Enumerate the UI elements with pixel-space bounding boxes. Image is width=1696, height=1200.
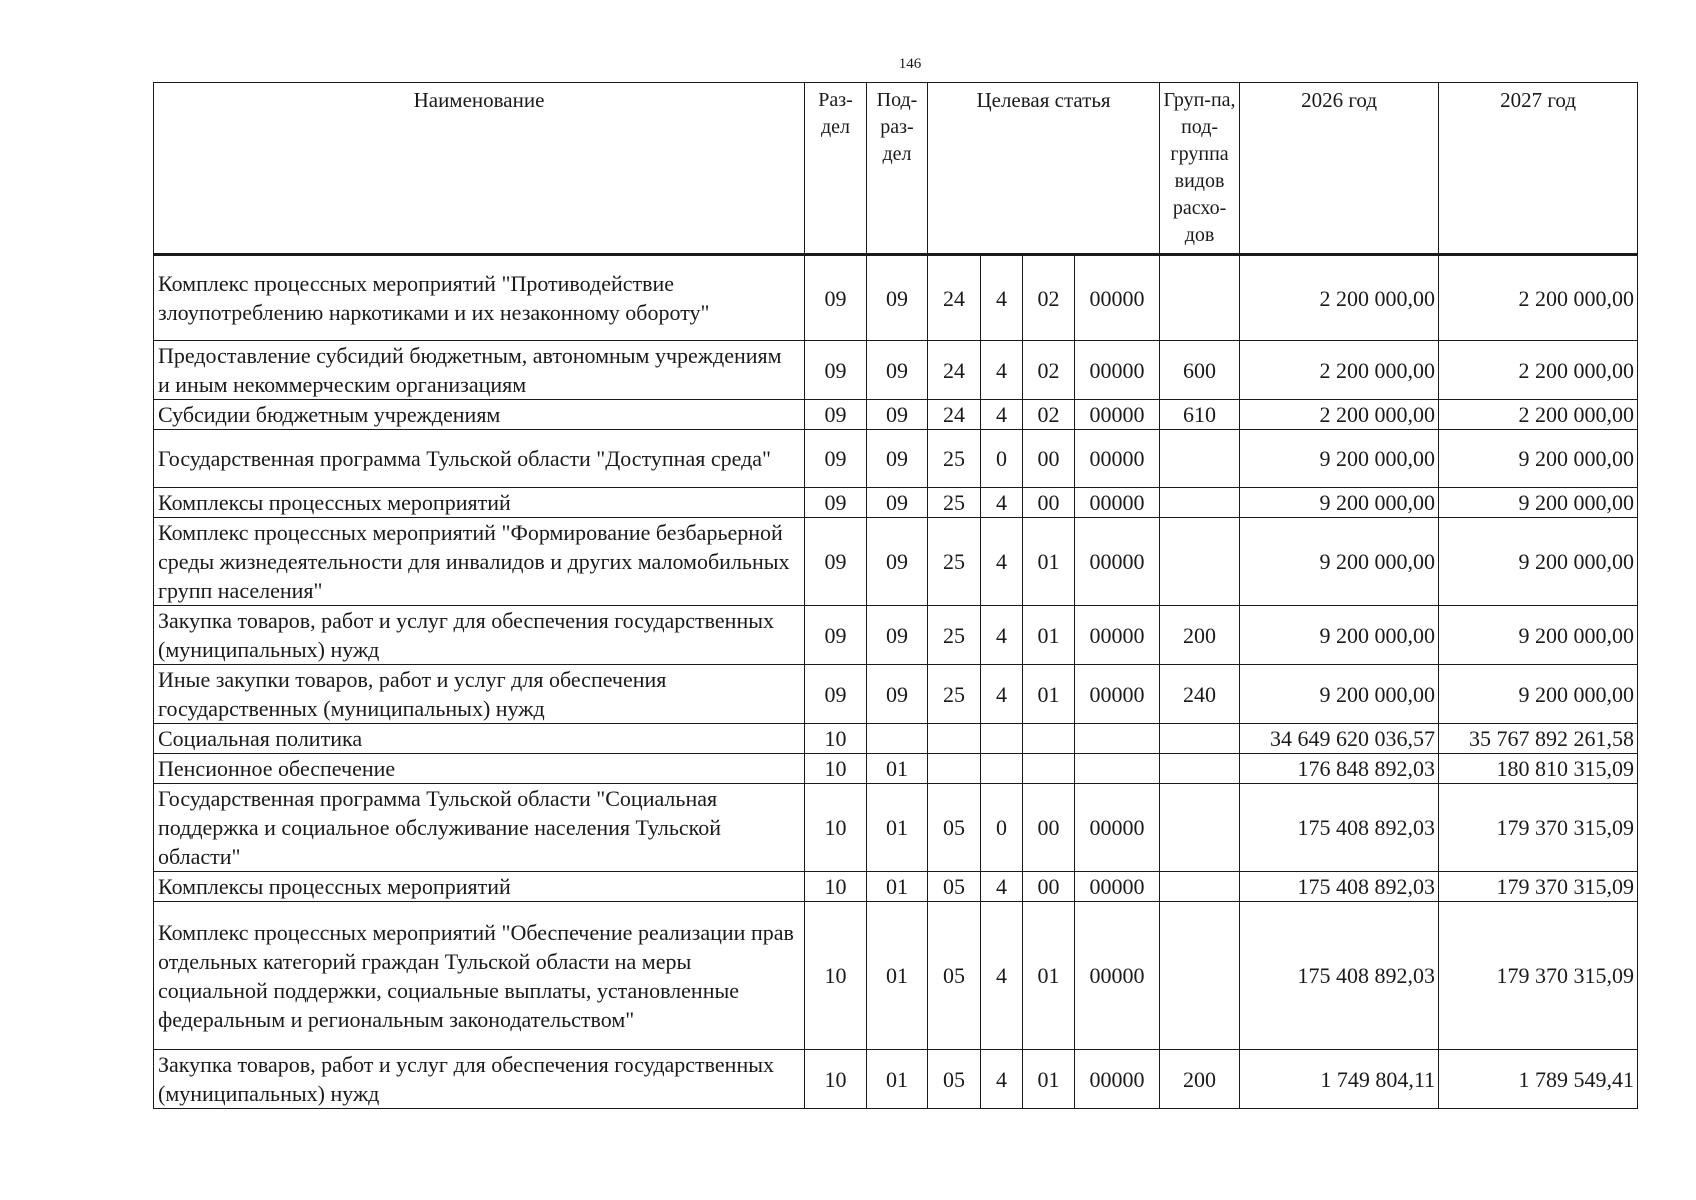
row-subsection: 01 — [867, 1050, 928, 1109]
row-target-item: 00000 — [1075, 255, 1160, 341]
row-target-direction — [1023, 724, 1075, 754]
row-amount-2026: 175 408 892,03 — [1240, 872, 1439, 902]
row-amount-2026: 9 200 000,00 — [1240, 430, 1439, 488]
row-amount-2027: 35 767 892 261,58 — [1439, 724, 1638, 754]
row-target-item — [1075, 724, 1160, 754]
row-section: 10 — [805, 872, 867, 902]
row-target-program: 24 — [928, 341, 981, 400]
row-amount-2027: 9 200 000,00 — [1439, 430, 1638, 488]
row-target-type: 4 — [981, 665, 1023, 724]
row-target-item — [1075, 754, 1160, 784]
row-name: Предоставление субсидий бюджетным, автономным учреждениям и иным некоммерческим организациям — [154, 341, 805, 400]
row-amount-2026: 34 649 620 036,57 — [1240, 724, 1439, 754]
row-amount-2027: 179 370 315,09 — [1439, 902, 1638, 1050]
row-target-type: 4 — [981, 400, 1023, 430]
row-subsection: 09 — [867, 430, 928, 488]
row-target-item: 00000 — [1075, 518, 1160, 606]
row-section: 09 — [805, 341, 867, 400]
row-target-item: 00000 — [1075, 430, 1160, 488]
row-target-program: 05 — [928, 1050, 981, 1109]
row-expense-group — [1160, 518, 1240, 606]
row-amount-2027: 2 200 000,00 — [1439, 341, 1638, 400]
row-target-item: 00000 — [1075, 341, 1160, 400]
row-amount-2027: 9 200 000,00 — [1439, 665, 1638, 724]
row-subsection: 01 — [867, 754, 928, 784]
row-target-type: 4 — [981, 488, 1023, 518]
header-target: Целевая статья — [928, 83, 1160, 255]
row-subsection: 01 — [867, 784, 928, 872]
row-amount-2027: 180 810 315,09 — [1439, 754, 1638, 784]
row-target-item: 00000 — [1075, 1050, 1160, 1109]
row-target-type: 4 — [981, 902, 1023, 1050]
row-target-item: 00000 — [1075, 606, 1160, 665]
header-group: Груп-па, под-группа видов расхо-дов — [1160, 83, 1240, 255]
row-expense-group: 200 — [1160, 606, 1240, 665]
header-row — [154, 83, 1638, 255]
row-target-type: 4 — [981, 1050, 1023, 1109]
row-section: 09 — [805, 606, 867, 665]
row-target-type: 0 — [981, 784, 1023, 872]
row-name: Комплекс процессных мероприятий "Противодействие злоупотреблению наркотиками и их незаконному обороту" — [154, 255, 805, 341]
table-row — [154, 665, 1638, 724]
row-target-program — [928, 724, 981, 754]
row-target-program: 05 — [928, 872, 981, 902]
row-target-program: 25 — [928, 606, 981, 665]
row-target-direction — [1023, 754, 1075, 784]
row-subsection — [867, 724, 928, 754]
table-row — [154, 606, 1638, 665]
row-target-type: 4 — [981, 518, 1023, 606]
table-row — [154, 488, 1638, 518]
row-target-direction: 01 — [1023, 902, 1075, 1050]
row-target-direction: 01 — [1023, 518, 1075, 606]
row-name: Комплекс процессных мероприятий "Формирование безбарьерной среды жизнедеятельности для инвалидов и других маломобильных групп населения" — [154, 518, 805, 606]
row-expense-group — [1160, 872, 1240, 902]
row-amount-2027: 179 370 315,09 — [1439, 872, 1638, 902]
row-name: Государственная программа Тульской области "Социальная поддержка и социальное обслуживание населения Тульской области" — [154, 784, 805, 872]
row-expense-group — [1160, 488, 1240, 518]
row-subsection: 01 — [867, 902, 928, 1050]
table-row — [154, 341, 1638, 400]
row-name: Пенсионное обеспечение — [154, 754, 805, 784]
row-amount-2027: 2 200 000,00 — [1439, 400, 1638, 430]
row-amount-2026: 2 200 000,00 — [1240, 255, 1439, 341]
row-section: 10 — [805, 724, 867, 754]
row-target-type: 0 — [981, 430, 1023, 488]
row-target-item: 00000 — [1075, 665, 1160, 724]
row-target-program: 05 — [928, 784, 981, 872]
row-section: 10 — [805, 902, 867, 1050]
header-2027: 2027 год — [1439, 83, 1638, 255]
row-target-program: 25 — [928, 430, 981, 488]
row-expense-group: 200 — [1160, 1050, 1240, 1109]
row-amount-2026: 2 200 000,00 — [1240, 400, 1439, 430]
row-name: Комплекс процессных мероприятий "Обеспечение реализации прав отдельных категорий граждан Тульской области на меры социальной поддержки, социальные выплаты, установленные федеральным и региональным законодательством" — [154, 902, 805, 1050]
row-amount-2026: 2 200 000,00 — [1240, 341, 1439, 400]
row-target-direction: 01 — [1023, 665, 1075, 724]
table-row — [154, 902, 1638, 1050]
row-subsection: 09 — [867, 341, 928, 400]
row-target-type: 4 — [981, 255, 1023, 341]
row-target-program — [928, 754, 981, 784]
row-section: 09 — [805, 255, 867, 341]
row-name: Иные закупки товаров, работ и услуг для обеспечения государственных (муниципальных) нужд — [154, 665, 805, 724]
row-amount-2026: 175 408 892,03 — [1240, 784, 1439, 872]
row-expense-group — [1160, 902, 1240, 1050]
row-target-item: 00000 — [1075, 400, 1160, 430]
row-amount-2027: 1 789 549,41 — [1439, 1050, 1638, 1109]
table-row — [154, 400, 1638, 430]
row-target-type — [981, 754, 1023, 784]
row-name: Комплексы процессных мероприятий — [154, 872, 805, 902]
row-name: Закупка товаров, работ и услуг для обеспечения государственных (муниципальных) нужд — [154, 1050, 805, 1109]
table-row — [154, 754, 1638, 784]
row-amount-2027: 179 370 315,09 — [1439, 784, 1638, 872]
row-section: 09 — [805, 488, 867, 518]
row-target-direction: 00 — [1023, 488, 1075, 518]
row-expense-group: 600 — [1160, 341, 1240, 400]
table-body — [154, 255, 1638, 1109]
row-expense-group — [1160, 724, 1240, 754]
row-section: 10 — [805, 784, 867, 872]
row-target-item: 00000 — [1075, 902, 1160, 1050]
header-name: Наименование — [154, 83, 805, 255]
row-name: Комплексы процессных мероприятий — [154, 488, 805, 518]
table-row — [154, 784, 1638, 872]
row-target-direction: 02 — [1023, 255, 1075, 341]
row-section: 09 — [805, 400, 867, 430]
row-amount-2026: 9 200 000,00 — [1240, 488, 1439, 518]
row-target-direction: 01 — [1023, 1050, 1075, 1109]
row-target-item: 00000 — [1075, 872, 1160, 902]
row-target-direction: 00 — [1023, 430, 1075, 488]
row-target-item: 00000 — [1075, 488, 1160, 518]
row-target-direction: 00 — [1023, 872, 1075, 902]
row-target-item: 00000 — [1075, 784, 1160, 872]
row-amount-2027: 2 200 000,00 — [1439, 255, 1638, 341]
row-target-direction: 00 — [1023, 784, 1075, 872]
row-amount-2027: 9 200 000,00 — [1439, 606, 1638, 665]
header-section: Раз-дел — [805, 83, 867, 255]
row-name: Субсидии бюджетным учреждениям — [154, 400, 805, 430]
row-amount-2026: 1 749 804,11 — [1240, 1050, 1439, 1109]
row-target-program: 25 — [928, 518, 981, 606]
row-amount-2027: 9 200 000,00 — [1439, 488, 1638, 518]
row-target-type: 4 — [981, 872, 1023, 902]
row-subsection: 09 — [867, 488, 928, 518]
row-expense-group — [1160, 430, 1240, 488]
row-target-program: 24 — [928, 255, 981, 341]
row-target-type — [981, 724, 1023, 754]
row-section: 09 — [805, 518, 867, 606]
row-name: Закупка товаров, работ и услуг для обеспечения государственных (муниципальных) нужд — [154, 606, 805, 665]
row-expense-group: 610 — [1160, 400, 1240, 430]
page-number: 146 — [898, 56, 922, 72]
row-target-program: 24 — [928, 400, 981, 430]
row-amount-2026: 9 200 000,00 — [1240, 518, 1439, 606]
row-subsection: 09 — [867, 518, 928, 606]
table-row — [154, 430, 1638, 488]
row-section: 10 — [805, 1050, 867, 1109]
row-subsection: 01 — [867, 872, 928, 902]
table-row — [154, 1050, 1638, 1109]
row-amount-2026: 176 848 892,03 — [1240, 754, 1439, 784]
table-row — [154, 724, 1638, 754]
row-target-type: 4 — [981, 341, 1023, 400]
row-name: Государственная программа Тульской области "Доступная среда" — [154, 430, 805, 488]
row-subsection: 09 — [867, 665, 928, 724]
row-amount-2027: 9 200 000,00 — [1439, 518, 1638, 606]
table-row — [154, 518, 1638, 606]
row-target-program: 05 — [928, 902, 981, 1050]
row-subsection: 09 — [867, 400, 928, 430]
header-subsection: Под-раз-дел — [867, 83, 928, 255]
row-section: 10 — [805, 754, 867, 784]
row-expense-group — [1160, 255, 1240, 341]
row-target-program: 25 — [928, 488, 981, 518]
row-amount-2026: 175 408 892,03 — [1240, 902, 1439, 1050]
row-subsection: 09 — [867, 606, 928, 665]
row-subsection: 09 — [867, 255, 928, 341]
budget-table — [153, 82, 1638, 1109]
row-expense-group — [1160, 754, 1240, 784]
row-expense-group: 240 — [1160, 665, 1240, 724]
table-row — [154, 872, 1638, 902]
row-section: 09 — [805, 430, 867, 488]
row-amount-2026: 9 200 000,00 — [1240, 606, 1439, 665]
header-2026: 2026 год — [1240, 83, 1439, 255]
row-target-program: 25 — [928, 665, 981, 724]
row-target-direction: 02 — [1023, 400, 1075, 430]
row-amount-2026: 9 200 000,00 — [1240, 665, 1439, 724]
table-row — [154, 255, 1638, 341]
row-target-type: 4 — [981, 606, 1023, 665]
row-name: Социальная политика — [154, 724, 805, 754]
row-section: 09 — [805, 665, 867, 724]
row-target-direction: 01 — [1023, 606, 1075, 665]
row-target-direction: 02 — [1023, 341, 1075, 400]
row-expense-group — [1160, 784, 1240, 872]
